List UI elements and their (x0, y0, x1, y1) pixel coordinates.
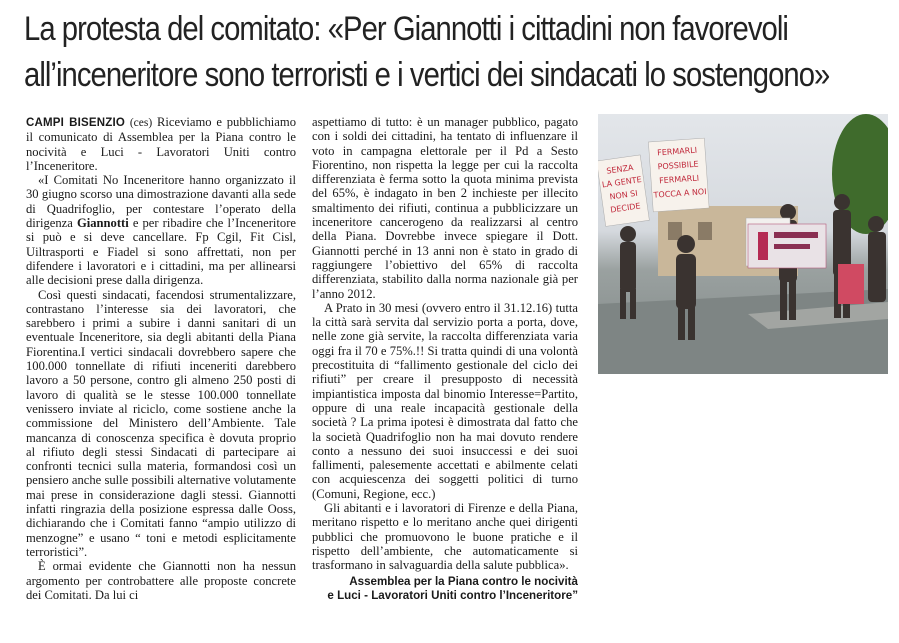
signRight-line: FERMARLI (658, 173, 700, 186)
paragraph-1-name: Giannotti (76, 216, 129, 231)
protest-photo-illustration (598, 114, 888, 374)
paragraph-2: Così questi sindacati, facendosi strumentalizzare, contrastano l’interesse sia dei lavoratori, che sarebbero i primi a subire i danni sanitari di un eventuale Inceneritore, sia degli abitanti della Piana Fiorentina.I vertici sindacali dovrebbero sapere che 100.000 tonnellate di rifiuti inceneriti darebbero lavoro a 50 persone, contro gli almeno 250 posti di lavoro di qualità se le stesse 100.000 tonnellate venissero inviate al riciclo, come sostiene anche la commissione del Ministero dell’Ambiente. Tale mancanza di conoscenza specifica è dovuta proprio al rifiuto degli stessi Sindacati di partecipare ai confronti tecnici sulla materia, formandosi così un pensiero anche sulle possibili alternative volutamente mai prese in considerazione dagli stessi. Giannotti infatti ringrazia della posizione espressa dalle Ooss, dichiarando che i Comitati fanno “ampio utilizzo di menzogne” e usano “ toni e metodi esplicitamente terroristici”. (26, 287, 296, 559)
article-column-1 (26, 115, 296, 602)
headline-line-1: La protesta del comitato: «Per Giannotti i cittadini non favorevoli (24, 10, 788, 48)
signature (312, 575, 578, 603)
signRight-line: FERMARLI (656, 145, 698, 158)
signRight-line: POSSIBILE (657, 159, 699, 172)
banner-red (838, 264, 864, 304)
paragraph-1-post: e per ribadire che l’Inceneritore si può e si deve cancellare. Fp Cgil, Fit Cisl, Uiltrasporti e Fiadel si sono affrettati, non per difendere i lavoratori e i cittadini, ma per allinearsi alle decisioni prese dalla dirigenza. (26, 216, 296, 288)
protest-photo (598, 114, 888, 374)
author-initials: (ces) (129, 117, 153, 129)
paragraph-3: È ormai evidente che Giannotti non ha nessun argomento per controbattere alle proposte concrete dei Comitati. Da lui ci (26, 559, 296, 602)
paragraph-1 (26, 173, 296, 287)
headline-line-2: all’inceneritore sono terroristi e i vertici dei sindacati lo sostengono» (24, 56, 830, 94)
signature-line-2: e Luci - Lavoratori Uniti contro l’Inceneritore” (327, 588, 578, 602)
signature-line-1: Assemblea per la Piana contro le nocività (349, 574, 578, 588)
signLeft-line: SENZA (605, 163, 634, 176)
sign-left (598, 155, 649, 226)
signLeft-line: DECIDE (609, 201, 642, 215)
sign-right (648, 138, 709, 212)
signRight-line: TOCCA A NOI (653, 187, 707, 200)
paragraph-5: Gli abitanti e i lavoratori di Firenze e della Piana, meritano rispetto e lo meritano anche quei dirigenti pubblici che promuovono le buone pratiche e il rispetto dell’ambiente, che automaticamente si trasformano in salvaguardia della salute pubblica». (312, 501, 578, 573)
paragraph-3-continued: aspettiamo di tutto: è un manager pubblico, pagato con i soldi dei cittadini, ha tentato di influenzare il voto in campagna elettorale per il Pd a Sesto Fiorentino, non rispetta la legge per cui la raccolta differenziata è ferma sotto la quota minima prevista del 65%, è indagato in ben 2 inchieste per illecito smaltimento dei rifiuti, continua a pubblicizzare un inceneritore cancerogeno da realizzarsi al centro della Piana. Dovrebbe invece spiegare il Dott. Giannotti perché in 13 anni non è stato in grado di raggiungere l’obiettivo del 65% di raccolta differenziata, stabilito dalla norma nazionale già per l’anno 2012. (312, 115, 578, 301)
headline (24, 6, 830, 98)
dateline: CAMPI BISENZIO (26, 117, 126, 129)
signLeft-line: LA GENTE (601, 175, 643, 190)
paragraph-4: A Prato in 30 mesi (ovvero entro il 31.12.16) tutta la città sarà servita dal servizio porta a porta, dove, nelle zone già servite, la raccolta differenziata varia oggi fra il 70 e 75%.!! Si tratta quindi di una volontà precostituita di “fallimento gestionale del ciclo dei rifiuti” per creare il presupposto di necessità impiantistica imposta dal binomio Interesse=Partito, oppure di una reale incapacità gestionale della società ? La prima ipotesi è dimostrata dal fatto che la società Quadrifoglio non ha mai dovuto rendere conto a nessuno dei suoi insuccessi e dei suoi fallimenti, palesemente accettati e abilmente celati con acquiescenza dei soggetti politici di turno (Comuni, Regione, ecc.) (312, 300, 578, 501)
signLeft-line: NON SI (608, 188, 639, 202)
lead-paragraph (26, 115, 296, 173)
lead-text: Riceviamo e pubblichiamo il comunicato di Assemblea per la Piana contro le nocività e Luci - Lavoratori Uniti contro l’Inceneritore. (26, 115, 296, 173)
paragraph-1-pre: «I Comitati No Inceneritore hanno organizzato il 30 giugno scorso una dimostrazione davanti alla sede di Quadrifoglio, per contestare l’operato della dirigenza (26, 173, 296, 231)
article-column-2 (312, 115, 578, 603)
